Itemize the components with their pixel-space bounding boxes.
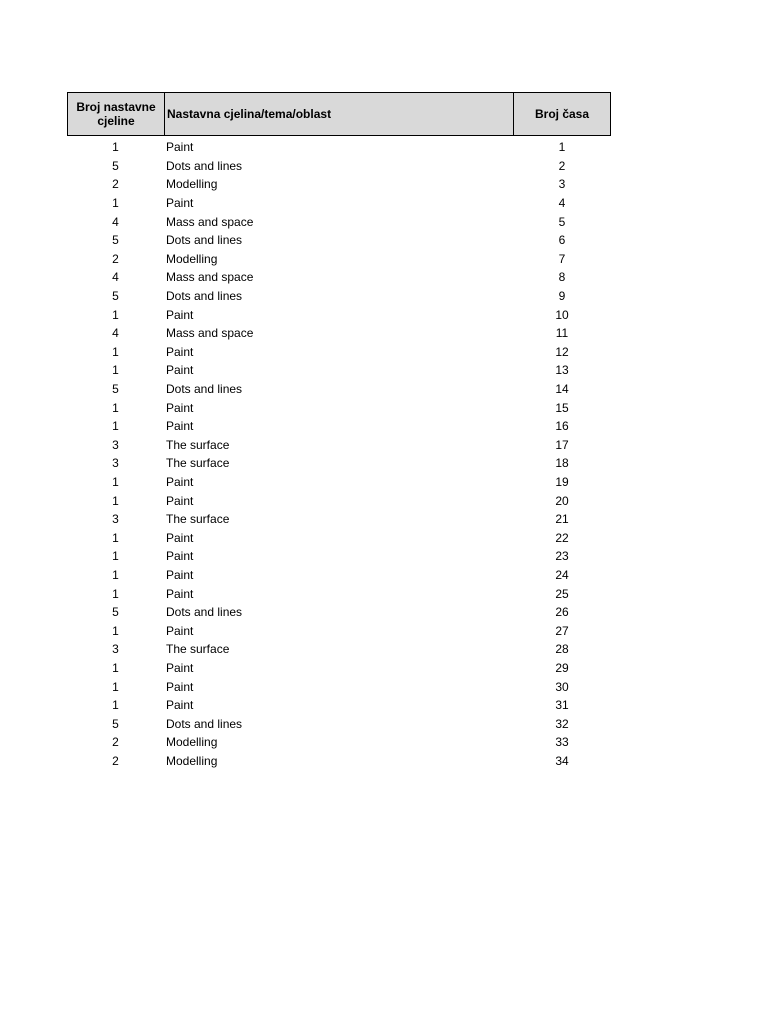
cell-unit-topic: Paint [166, 140, 194, 155]
cell-unit-topic: Paint [166, 679, 194, 694]
cell-unit-topic: Paint [166, 474, 194, 489]
cell-unit-number: 1 [112, 419, 119, 434]
cell-lesson-number: 21 [555, 512, 569, 527]
cell-unit-topic: Mass and space [166, 270, 254, 285]
table-row [67, 621, 611, 640]
cell-lesson-number: 15 [555, 400, 569, 415]
table-row [67, 473, 611, 492]
cell-unit-number: 1 [112, 567, 119, 582]
cell-unit-topic: Mass and space [166, 214, 254, 229]
cell-lesson-number: 30 [555, 679, 569, 694]
table-row [67, 603, 611, 622]
cell-lesson-number: 11 [555, 326, 569, 341]
cell-lesson-number: 26 [555, 605, 569, 620]
cell-lesson-number: 5 [558, 214, 566, 229]
table-row [67, 714, 611, 733]
header-unit-topic: Nastavna cjelina/tema/oblast [165, 93, 514, 135]
cell-lesson-number: 22 [555, 530, 569, 545]
cell-lesson-number: 25 [555, 586, 569, 601]
table-row [67, 659, 611, 678]
cell-unit-number: 1 [112, 307, 119, 322]
cell-unit-number: 5 [112, 605, 119, 620]
cell-unit-topic: The surface [166, 642, 230, 657]
cell-unit-topic: Mass and space [166, 326, 254, 341]
table-row [67, 752, 611, 771]
cell-unit-number: 5 [112, 289, 119, 304]
table-row [67, 417, 611, 436]
cell-lesson-number: 6 [558, 233, 566, 248]
cell-unit-number: 4 [112, 214, 119, 229]
cell-unit-topic: Paint [166, 698, 194, 713]
table-row [67, 157, 611, 176]
cell-unit-topic: Paint [166, 307, 194, 322]
cell-unit-topic: Dots and lines [166, 233, 243, 248]
cell-unit-topic: Paint [166, 363, 194, 378]
cell-unit-number: 3 [112, 456, 119, 471]
cell-unit-number: 2 [112, 753, 119, 768]
table-row [67, 733, 611, 752]
cell-unit-number: 5 [112, 233, 119, 248]
table-row [67, 268, 611, 287]
cell-unit-topic: Paint [166, 660, 194, 675]
cell-unit-topic: The surface [166, 456, 230, 471]
cell-lesson-number: 23 [555, 549, 569, 564]
cell-unit-number: 1 [112, 660, 119, 675]
table-row [67, 528, 611, 547]
cell-unit-number: 2 [112, 251, 119, 266]
cell-lesson-number: 1 [558, 140, 566, 155]
lesson-table [67, 92, 611, 770]
cell-lesson-number: 10 [555, 307, 569, 322]
table-row [67, 305, 611, 324]
table-row [67, 194, 611, 213]
cell-unit-topic: Paint [166, 344, 194, 359]
cell-lesson-number: 8 [558, 270, 566, 285]
cell-unit-topic: Dots and lines [166, 158, 243, 173]
table-row [67, 566, 611, 585]
table-row [67, 231, 611, 250]
table-row [67, 138, 611, 157]
cell-lesson-number: 12 [555, 344, 569, 359]
table-row [67, 380, 611, 399]
cell-lesson-number: 33 [555, 735, 569, 750]
cell-lesson-number: 14 [555, 382, 569, 397]
cell-unit-number: 1 [112, 196, 119, 211]
cell-unit-number: 1 [112, 344, 119, 359]
cell-lesson-number: 18 [555, 456, 569, 471]
cell-lesson-number: 28 [555, 642, 569, 657]
table-row [67, 696, 611, 715]
table-row [67, 454, 611, 473]
cell-unit-topic: Paint [166, 567, 194, 582]
cell-unit-number: 3 [112, 642, 119, 657]
cell-lesson-number: 32 [555, 716, 569, 731]
cell-unit-topic: The surface [166, 437, 230, 452]
table-row [67, 324, 611, 343]
cell-unit-topic: The surface [166, 512, 230, 527]
cell-lesson-number: 3 [558, 177, 566, 192]
cell-unit-number: 1 [112, 679, 119, 694]
cell-unit-topic: Paint [166, 400, 194, 415]
table-body [67, 138, 611, 770]
cell-unit-number: 1 [112, 586, 119, 601]
cell-lesson-number: 29 [555, 660, 569, 675]
table-row [67, 343, 611, 362]
cell-unit-number: 4 [112, 326, 119, 341]
cell-unit-topic: Modelling [166, 753, 218, 768]
cell-lesson-number: 19 [555, 474, 569, 489]
cell-lesson-number: 34 [555, 753, 569, 768]
table-row [67, 250, 611, 269]
table-row [67, 510, 611, 529]
cell-unit-number: 5 [112, 382, 119, 397]
cell-lesson-number: 13 [555, 363, 569, 378]
table-row [67, 436, 611, 455]
cell-unit-number: 1 [112, 530, 119, 545]
cell-unit-number: 5 [112, 158, 119, 173]
header-unit-number: Broj nastavne cjeline [68, 93, 165, 135]
cell-unit-number: 1 [112, 140, 119, 155]
cell-unit-topic: Paint [166, 196, 194, 211]
cell-lesson-number: 9 [558, 289, 566, 304]
cell-unit-number: 1 [112, 698, 119, 713]
cell-lesson-number: 31 [555, 698, 569, 713]
cell-unit-topic: Paint [166, 493, 194, 508]
cell-unit-topic: Dots and lines [166, 289, 243, 304]
table-row [67, 677, 611, 696]
cell-unit-topic: Dots and lines [166, 382, 243, 397]
table-row [67, 361, 611, 380]
cell-unit-number: 1 [112, 474, 119, 489]
cell-lesson-number: 27 [555, 623, 569, 638]
cell-lesson-number: 2 [558, 158, 566, 173]
cell-lesson-number: 16 [555, 419, 569, 434]
table-header [67, 92, 611, 136]
cell-lesson-number: 17 [555, 437, 569, 452]
cell-unit-number: 2 [112, 177, 119, 192]
cell-unit-number: 3 [112, 512, 119, 527]
cell-unit-topic: Paint [166, 530, 194, 545]
cell-unit-number: 1 [112, 623, 119, 638]
cell-unit-number: 2 [112, 735, 119, 750]
table-row [67, 547, 611, 566]
cell-unit-number: 1 [112, 400, 119, 415]
cell-lesson-number: 7 [558, 251, 566, 266]
cell-unit-number: 4 [112, 270, 119, 285]
cell-unit-topic: Paint [166, 623, 194, 638]
cell-unit-topic: Dots and lines [166, 605, 243, 620]
cell-lesson-number: 20 [555, 493, 569, 508]
cell-lesson-number: 4 [558, 196, 566, 211]
cell-unit-number: 1 [112, 493, 119, 508]
cell-unit-topic: Modelling [166, 177, 218, 192]
cell-lesson-number: 24 [555, 567, 569, 582]
cell-unit-number: 1 [112, 549, 119, 564]
cell-unit-topic: Modelling [166, 735, 218, 750]
table-row [67, 640, 611, 659]
table-row [67, 287, 611, 306]
cell-unit-topic: Modelling [166, 251, 218, 266]
cell-unit-topic: Paint [166, 549, 194, 564]
table-row [67, 584, 611, 603]
table-row [67, 398, 611, 417]
cell-unit-topic: Paint [166, 586, 194, 601]
header-lesson-number: Broj časa [534, 107, 590, 121]
table-row [67, 212, 611, 231]
cell-unit-number: 5 [112, 716, 119, 731]
cell-unit-number: 3 [112, 437, 119, 452]
table-row [67, 175, 611, 194]
cell-unit-number: 1 [112, 363, 119, 378]
table-row [67, 491, 611, 510]
cell-unit-topic: Paint [166, 419, 194, 434]
cell-unit-topic: Dots and lines [166, 716, 243, 731]
